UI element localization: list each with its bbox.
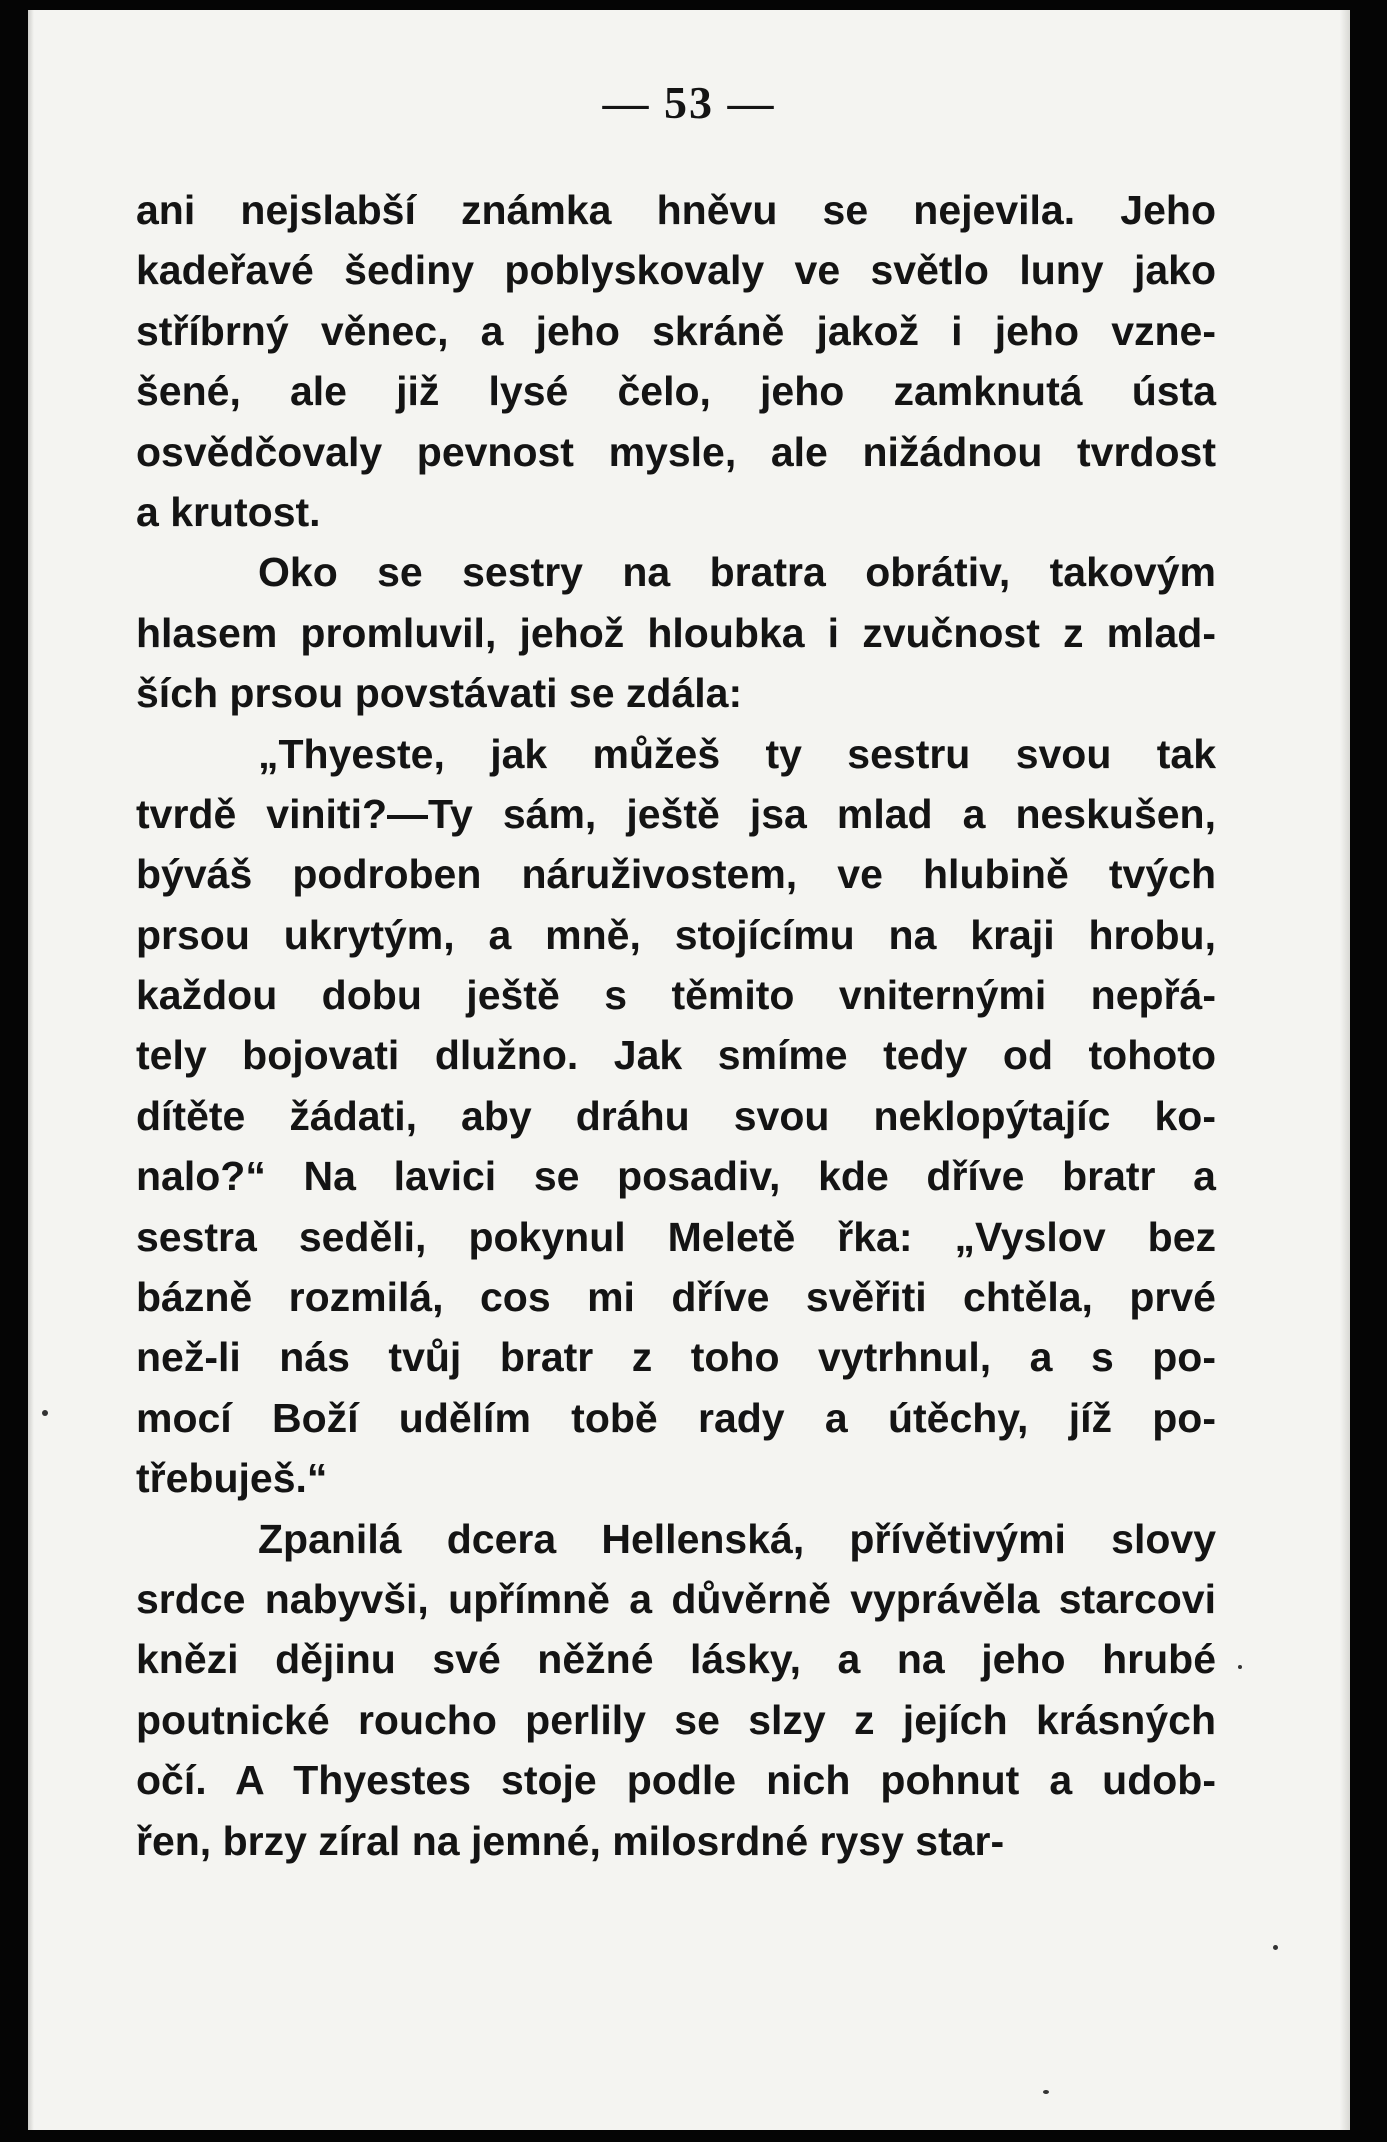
text-line: srdce nabyvši, upřímně a důvěrně vyprávěla starcovi — [136, 1575, 1216, 1622]
text-line: tvrdě viniti?—Ty sám, ještě jsa mlad a neskušen, — [136, 790, 1216, 837]
text-line: hlasem promluvil, jehož hloubka i zvučnost z mlad- — [136, 609, 1216, 656]
paragraph — [136, 1509, 1216, 1871]
text-line: řen, brzy zíral na jemné, milosrdné rysy star- — [136, 1817, 1005, 1864]
book-page — [28, 10, 1350, 2130]
text-line: osvědčovaly pevnost mysle, ale nižádnou tvrdost — [136, 428, 1216, 475]
print-speck — [1043, 2090, 1049, 2094]
text-line: bázně rozmilá, cos mi dříve svěřiti chtěla, prvé — [136, 1274, 1216, 1321]
text-line: Zpanilá dcera Hellenská, přívětivými slovy — [258, 1515, 1216, 1562]
text-line: sestra seděli, pokynul Meletě řka: „Vyslov bez — [136, 1213, 1216, 1260]
text-line: třebuješ.“ — [136, 1455, 328, 1502]
text-line: každou dobu ještě s těmito vniternými nepřá- — [136, 972, 1216, 1019]
text-line: dítěte žádati, aby dráhu svou neklopýtajíc ko- — [136, 1092, 1216, 1139]
text-line: kadeřavé šediny poblyskovaly ve světlo luny jako — [136, 247, 1216, 294]
print-speck — [1238, 1665, 1242, 1669]
text-line: Oko se sestry na bratra obrátiv, takovým — [258, 549, 1216, 596]
body-text — [136, 180, 1216, 1871]
text-line: stříbrný věnec, a jeho skráně jakož i jeho vzne- — [136, 307, 1216, 354]
text-line: ších prsou povstávati se zdála: — [136, 670, 743, 717]
text-line: mocí Boží udělím tobě rady a útěchy, jíž po- — [136, 1394, 1216, 1441]
text-line: ani nejslabší známka hněvu se nejevila. Jeho — [136, 187, 1216, 233]
text-line: očí. A Thyestes stoje podle nich pohnut a udob- — [136, 1757, 1216, 1804]
text-line: tely bojovati dlužno. Jak smíme tedy od tohoto — [136, 1032, 1216, 1079]
print-speck — [42, 1410, 48, 1416]
paragraph — [136, 724, 1216, 1509]
paragraph — [136, 542, 1216, 723]
page-edge-right — [1340, 10, 1350, 2130]
text-line: knězi dějinu své něžné lásky, a na jeho hrubé — [136, 1636, 1216, 1683]
text-line: šené, ale již lysé čelo, jeho zamknutá ústa — [136, 368, 1216, 415]
text-line: „Thyeste, jak můžeš ty sestru svou tak — [258, 730, 1216, 777]
text-line: prsou ukrytým, a mně, stojícímu na kraji hrobu, — [136, 911, 1216, 958]
print-speck — [1273, 1945, 1278, 1950]
text-line: nalo?“ Na lavici se posadiv, kde dříve bratr a — [136, 1153, 1216, 1200]
page-number: — 53 — — [602, 77, 776, 128]
paragraph — [136, 180, 1216, 542]
text-line: než-li nás tvůj bratr z toho vytrhnul, a s po- — [136, 1334, 1216, 1381]
page-edge-left — [28, 10, 34, 2130]
text-line: a krutost. — [136, 488, 321, 535]
text-line: poutnické roucho perlily se slzy z jejích krásných — [136, 1696, 1216, 1743]
text-line: býváš podroben náruživostem, ve hlubině tvých — [136, 851, 1216, 898]
